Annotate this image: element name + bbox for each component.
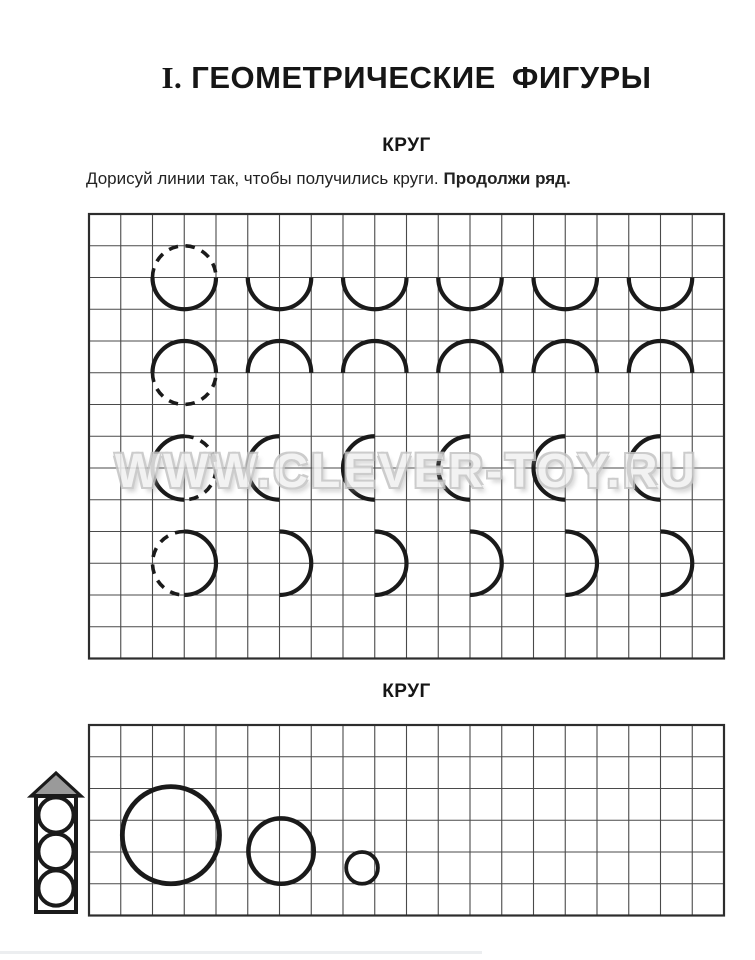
tower-circle [38,870,73,905]
instruction-text [86,169,571,189]
practice-grid [86,211,727,667]
tower-roof-triangle [31,773,81,796]
tower-circle [38,797,73,832]
watermark: WWW.CLEVER-TOY.RU [114,445,699,498]
circles-tower-icon [24,770,88,918]
size-grid-canvas [86,722,727,919]
title-text: ГЕОМЕТРИЧЕСКИЕ ФИГУРЫ [191,60,652,95]
size-grid [86,722,727,924]
tower-circle [38,834,73,869]
page-title [58,60,755,96]
footer-scan-bar [0,951,482,954]
instruction-normal: Дорисуй линии так, чтобы получились круги. [86,169,439,188]
section-heading-circle-1: КРУГ [382,135,431,156]
practice-grid-canvas [86,211,727,662]
section-heading-circle-2: КРУГ [382,681,431,702]
title-numeral: I. [161,60,183,95]
instruction-bold: Продолжи ряд. [443,169,571,188]
